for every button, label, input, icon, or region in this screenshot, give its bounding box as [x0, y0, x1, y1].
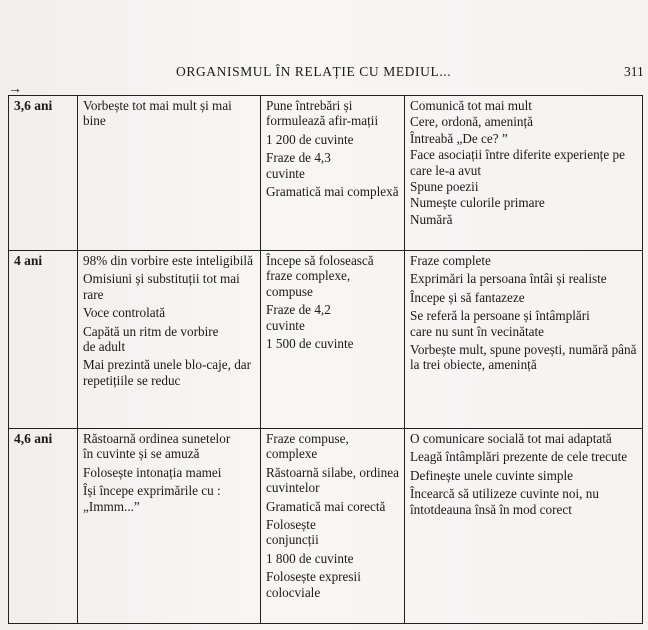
- cell-line: Folosește intonația mamei: [83, 464, 222, 480]
- cell-vocabulary: [261, 251, 405, 429]
- cell-vocabulary: [261, 96, 405, 251]
- age-label: 3,6 ani: [14, 98, 53, 113]
- cell-communication: [405, 251, 643, 429]
- cell-line: Fraze complete: [410, 253, 491, 268]
- arrow-marker: →: [8, 82, 22, 97]
- cell-line: 1 800 de cuvinte: [266, 550, 354, 566]
- cell-line: Voce controlată: [83, 305, 166, 321]
- cell-line: 1 200 de cuvinte: [266, 131, 354, 147]
- age-cell: [9, 429, 78, 624]
- cell-line: Pune întrebări și formulează afir-mații: [266, 98, 379, 129]
- cell-line: O comunicare socială tot mai adaptată: [410, 431, 612, 446]
- cell-line: Leagă întâmplări prezente de cele trecute: [410, 449, 628, 465]
- cell-line: Răstoarnă silabe, ordinea cuvintelor: [266, 464, 399, 496]
- cell-communication: [405, 429, 643, 624]
- cell-line: Se referă la persoane și întâmplări care nu sunt în vecinătate: [410, 308, 590, 339]
- cell-line: Numără: [410, 211, 453, 227]
- cell-line: Spune poezii: [410, 179, 479, 195]
- cell-line: Definește unele cuvinte simple: [410, 467, 573, 483]
- cell-line: Folosește expresii colocviale: [266, 569, 361, 600]
- cell-line: Fraze de 4,3 cuvinte: [266, 150, 331, 181]
- cell-line: Vorbește tot mai mult și mai bine: [83, 98, 232, 129]
- cell-line: Întreabă „De ce? ”: [410, 130, 508, 146]
- table-row: [9, 251, 643, 429]
- cell-line: Răstoarnă ordinea sunetelor în cuvinte și se amuză: [83, 431, 231, 462]
- age-cell: [9, 251, 78, 429]
- cell-line: Numește culorile primare: [410, 195, 545, 211]
- age-cell: [9, 96, 78, 251]
- cell-line: Fraze compuse, complexe: [266, 431, 349, 462]
- cell-line: Începe și să fantazeze: [410, 289, 525, 305]
- cell-line: Mai prezintă unele blo-caje, dar repetițiile se reduc: [83, 357, 252, 388]
- cell-line: Face asociații între diferite experiențe pe care le-a avut: [410, 147, 625, 178]
- cell-line: Capătă un ritm de vorbire de adult: [83, 323, 219, 355]
- cell-speech: [78, 429, 261, 624]
- cell-line: Gramatică mai corectă: [266, 498, 386, 514]
- running-head: ORGANISMUL ÎN RELAȚIE CU MEDIUL...: [176, 64, 452, 79]
- cell-line: 1 500 de cuvinte: [266, 336, 354, 352]
- table-row: [9, 96, 643, 251]
- cell-line: 98% din vorbire este inteligibilă: [83, 253, 253, 268]
- table-row: [9, 429, 643, 624]
- age-label: 4,6 ani: [14, 431, 53, 446]
- cell-line: Încearcă să utilizeze cuvinte noi, nu întotdeauna însă în mod corect: [410, 486, 599, 517]
- cell-line: Vorbește mult, spune povești, numără până la trei obiecte, amenință: [410, 342, 637, 373]
- cell-line: Exprimări la persoana întâi și realiste: [410, 271, 607, 287]
- cell-line: Gramatică mai complexă: [266, 184, 399, 200]
- cell-vocabulary: [261, 429, 405, 624]
- cell-speech: [78, 251, 261, 429]
- cell-line: Cere, ordonă, amenință: [410, 114, 534, 130]
- development-table: [8, 95, 643, 624]
- cell-line: Fraze de 4,2 cuvinte: [266, 302, 331, 333]
- cell-speech: [78, 96, 261, 251]
- cell-line: Omisiuni și substituții tot mai rare: [83, 271, 240, 302]
- cell-line: Comunică tot mai mult: [410, 98, 532, 113]
- cell-line: Își începe exprimările cu : „Immm...”: [83, 483, 221, 514]
- cell-line: Folosește conjuncții: [266, 517, 319, 548]
- age-label: 4 ani: [14, 253, 43, 268]
- page-number: 311: [624, 64, 644, 79]
- cell-communication: [405, 96, 643, 251]
- cell-line: Începe să folosească fraze complexe, compuse: [266, 253, 374, 299]
